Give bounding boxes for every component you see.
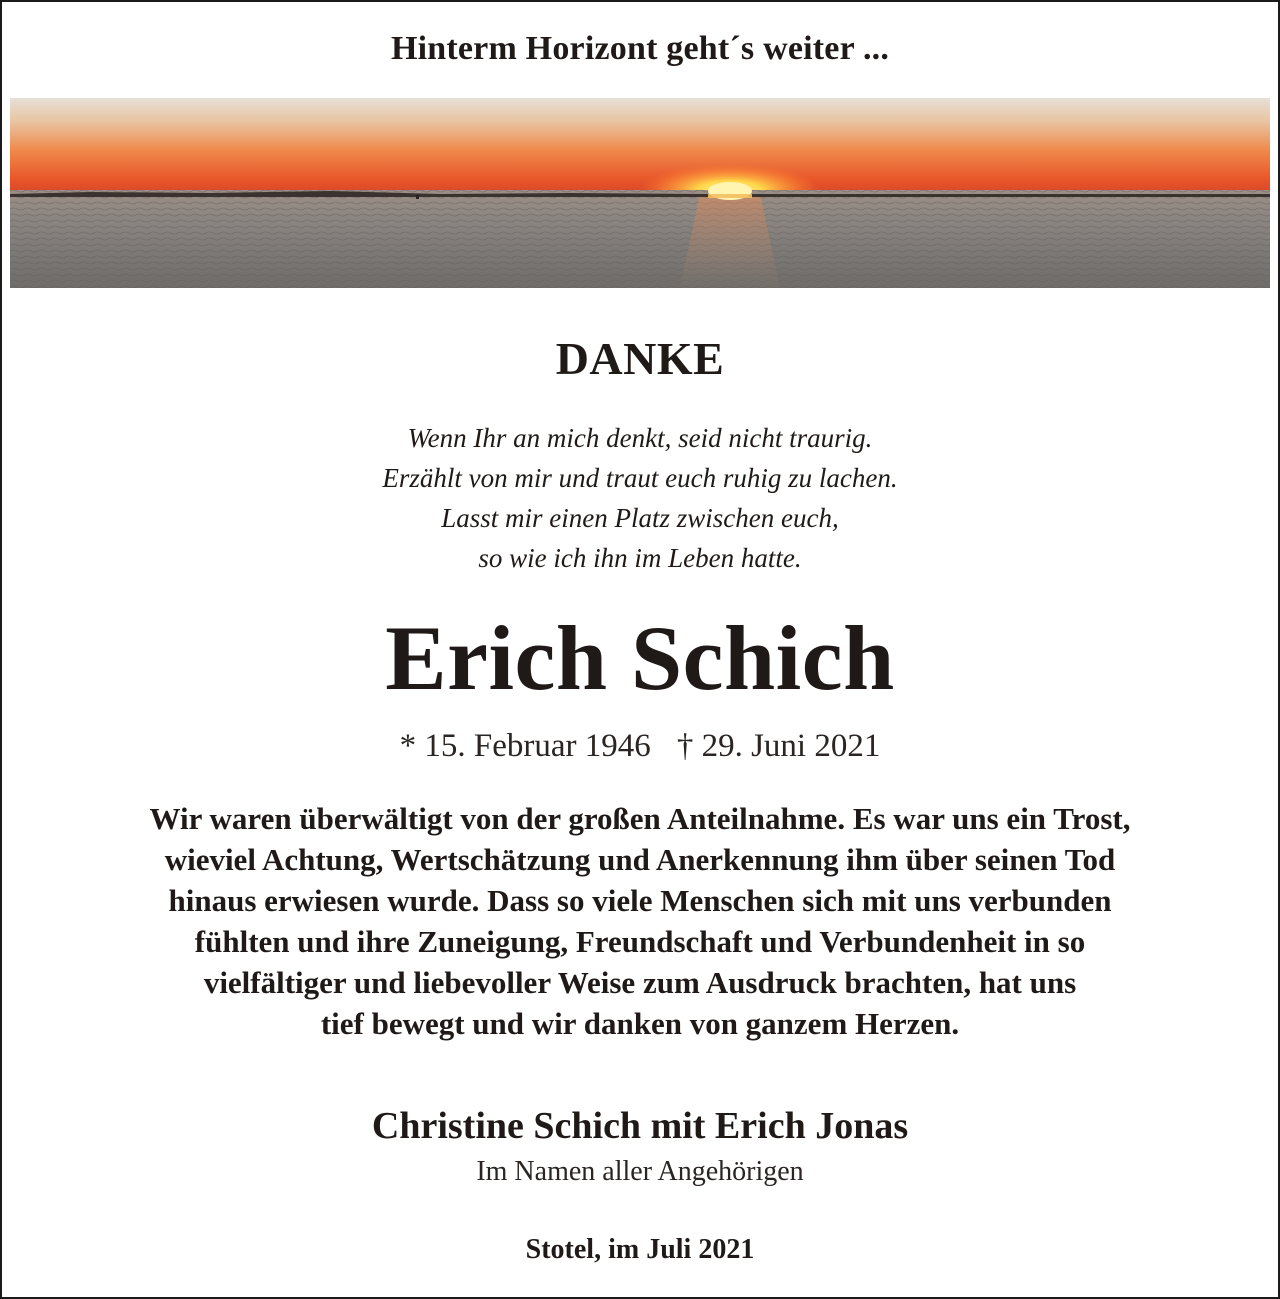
signer-names: Christine Schich mit Erich Jonas [371, 1105, 909, 1147]
poem-line: Wenn Ihr an mich denkt, seid nicht traurig. [407, 423, 873, 453]
death-date: † 29. Juni 2021 [676, 728, 881, 764]
message-line: wieviel Achtung, Wertschätzung und Anerkennung ihm über seinen Tod [164, 842, 1116, 877]
message-line: hinaus erwiesen wurde. Dass so viele Menschen sich mit uns verbunden [168, 883, 1112, 918]
thanks-message [2, 798, 1278, 1044]
place-and-date: Stotel, im Juli 2021 [525, 1234, 755, 1265]
sunset-sea-photo [10, 98, 1270, 288]
birth-date: * 15. Februar 1946 [399, 728, 651, 764]
message-line: fühlten und ihre Zuneigung, Freundschaft und Verbundenheit in so [194, 924, 1086, 959]
headline: Hinterm Horizont geht´s weiter ... [390, 30, 890, 67]
signer-subtitle: Im Namen aller Angehörigen [476, 1156, 804, 1187]
poem-line: Lasst mir einen Platz zwischen euch, [441, 503, 839, 533]
message-line: Wir waren überwältigt von der großen Anteilnahme. Es war uns ein Trost, [149, 801, 1131, 836]
message-line: vielfältiger und liebevoller Weise zum Ausdruck brachten, hat uns [203, 965, 1077, 1000]
deceased-name: Erich Schich [385, 607, 895, 709]
poem [2, 418, 1278, 578]
poem-line: Erzählt von mir und traut euch ruhig zu lachen. [382, 463, 898, 493]
thanks-heading: DANKE [555, 333, 725, 384]
poem-line: so wie ich ihn im Leben hatte. [478, 543, 802, 573]
message-line: tief bewegt und wir danken von ganzem Herzen. [320, 1006, 960, 1041]
life-dates [2, 728, 1278, 765]
